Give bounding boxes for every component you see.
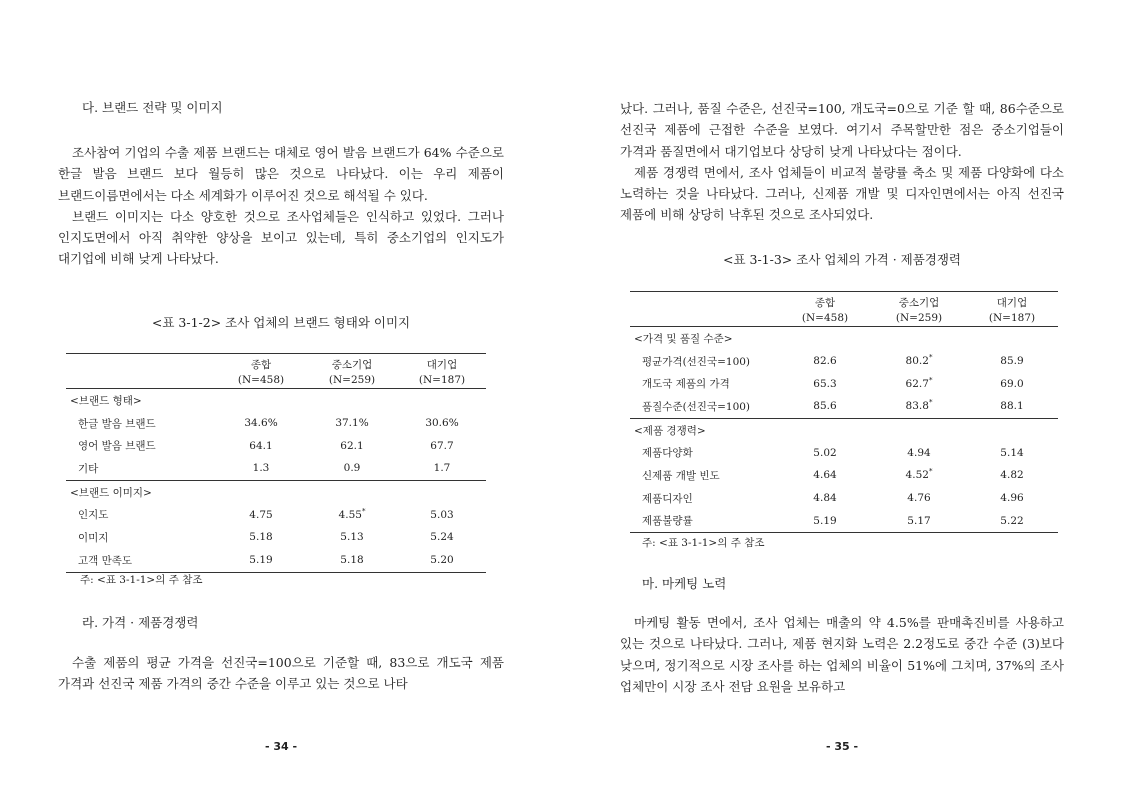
row-label: 영어 발음 브랜드 <box>78 440 156 453</box>
cell-value: 4.64 <box>813 469 837 482</box>
table-row <box>630 372 1058 395</box>
col-header-large: 대기업 <box>996 297 1028 309</box>
col-n-large: (N=187) <box>398 372 486 389</box>
cell-value: 4.96 <box>1000 492 1024 505</box>
page-number: - 34 - <box>264 740 298 753</box>
right-page <box>620 0 1064 788</box>
table-row <box>66 457 486 480</box>
cell-value: 4.75 <box>249 508 273 521</box>
section-heading-marketing: 마. 마케팅 노력 <box>642 576 727 591</box>
significance-star: * <box>928 353 933 362</box>
row-label: 평균가격(선진국=100) <box>642 355 751 368</box>
significance-star: * <box>928 398 933 407</box>
section-heading-price: 라. 가격 · 제품경쟁력 <box>82 615 199 630</box>
section-title-brand-image: <브랜드 이미지> <box>66 480 486 503</box>
cell-value: 1.7 <box>433 462 451 475</box>
col-n-sme: (N=259) <box>306 372 398 389</box>
cell-value-text: 4.52 <box>905 469 929 482</box>
paragraph-marketing <box>620 612 1064 697</box>
cell-value: 5.20 <box>398 549 486 572</box>
cell-value: 65.3 <box>813 377 837 390</box>
cell-value: 5.24 <box>430 531 454 544</box>
cell-value-text: 62.7 <box>905 377 929 390</box>
row-label: 품질수준(선진국=100) <box>642 400 751 413</box>
col-n-sme: (N=259) <box>872 310 966 327</box>
cell-value <box>872 350 966 373</box>
table-price-competitiveness <box>630 291 1058 533</box>
paragraph-price-1: 수출 제품의 평균 가격을 선진국=100으로 기준할 때, 83으로 개도국 제품 가격과 선진국 제품 가격의 중간 수준을 이루고 있는 것으로 나타 <box>58 655 504 692</box>
cell-value: 34.6% <box>244 417 278 430</box>
col-n-large: (N=187) <box>966 310 1058 327</box>
cell-value: 5.02 <box>813 446 837 459</box>
significance-star: * <box>928 376 933 385</box>
table-n-row <box>66 372 486 389</box>
row-label: 한글 발음 브랜드 <box>78 417 156 430</box>
cell-value: 5.13 <box>340 531 364 544</box>
table-n-row <box>630 310 1058 327</box>
cell-value <box>306 503 398 526</box>
table-row <box>630 487 1058 510</box>
paragraph-price <box>58 652 504 695</box>
section-title-brand-type: <브랜드 형태> <box>70 394 142 407</box>
cell-value: 30.6% <box>425 417 459 430</box>
cell-value: 82.6 <box>813 355 837 368</box>
table-row <box>630 441 1058 464</box>
table-note: 주: <표 3-1-1>의 주 참조 <box>642 537 765 549</box>
cell-value: 62.1 <box>340 439 364 452</box>
table-row <box>630 395 1058 418</box>
cell-value: 4.84 <box>813 492 837 505</box>
table-caption-3-1-3: <표 3-1-3> 조사 업체의 가격 · 제품경쟁력 <box>722 252 962 267</box>
row-label: 신제품 개발 빈도 <box>642 469 720 482</box>
row-label: 제품다양화 <box>642 447 693 460</box>
row-label: 이미지 <box>78 531 109 544</box>
cell-value: 5.19 <box>216 549 306 572</box>
col-header-total: 종합 <box>250 359 272 371</box>
table-section-row <box>630 418 1058 441</box>
cell-value-text: 4.55 <box>338 508 362 521</box>
cell-value: 1.3 <box>252 462 270 475</box>
table-section-row <box>66 480 486 503</box>
col-header-sme: 중소기업 <box>898 297 940 309</box>
table-section-row <box>66 389 486 412</box>
significance-star: * <box>361 507 366 516</box>
paragraph-brand <box>58 142 504 270</box>
page-number: - 35 - <box>825 740 859 753</box>
cell-value: 88.1 <box>1000 400 1024 413</box>
table-row <box>630 350 1058 373</box>
cell-value: 64.1 <box>249 439 273 452</box>
section-title-product-competitiveness: <제품 경쟁력> <box>630 418 1058 441</box>
table-caption-3-1-2: <표 3-1-2> 조사 업체의 브랜드 형태와 이미지 <box>151 315 411 330</box>
cell-value: 69.0 <box>1000 377 1024 390</box>
cell-value: 85.6 <box>813 400 837 413</box>
cell-value-text: 80.2 <box>905 355 929 368</box>
cell-value <box>872 395 966 418</box>
table-note: 주: <표 3-1-1>의 주 참조 <box>80 574 203 586</box>
row-label: 개도국 제품의 가격 <box>642 378 730 391</box>
cell-value-text: 83.8 <box>905 400 929 413</box>
cell-value: 67.7 <box>430 439 454 452</box>
section-title-price-quality: <가격 및 품질 수준> <box>634 332 733 345</box>
cell-value <box>872 464 966 487</box>
table-row <box>66 526 486 549</box>
cell-value: 4.94 <box>907 446 931 459</box>
cell-value: 4.82 <box>1000 469 1024 482</box>
cell-value: 85.9 <box>1000 355 1024 368</box>
left-page <box>58 0 504 788</box>
paragraph-quality <box>620 98 1064 226</box>
col-header-total: 종합 <box>814 297 836 309</box>
table-row <box>66 412 486 435</box>
paragraph-brand-1: 조사참여 기업의 수출 제품 브랜드는 대체로 영어 발음 브랜드가 64% 수준으로 한글 발음 브랜드 보다 월등히 많은 것으로 나타났다. 이는 우리 제품이 브랜드이름면에서는 다소 세계화가 이루어진 것으로 해석될 수 있다. <box>58 145 504 203</box>
cell-value <box>872 372 966 395</box>
col-header-large: 대기업 <box>426 359 458 371</box>
paragraph-quality-2: 제품 경쟁력 면에서, 조사 업체들이 비교적 불량률 축소 및 제품 다양화에 다소 노력하는 것을 나타났다. 그러나, 신제품 개발 및 디자인면에서는 아직 선진국 제품에 비해 상당히 낙후된 것으로 조사되었다. <box>620 164 1064 223</box>
row-label: 제품디자인 <box>642 492 693 505</box>
cell-value: 5.18 <box>306 549 398 572</box>
table-header-row <box>630 292 1058 311</box>
table-row <box>630 464 1058 487</box>
table-row <box>66 434 486 457</box>
cell-value: 5.14 <box>1000 446 1024 459</box>
row-label: 인지도 <box>78 509 109 522</box>
col-n-total: (N=458) <box>216 372 306 389</box>
cell-value: 5.22 <box>966 510 1058 533</box>
table-row <box>66 503 486 526</box>
table-section-row <box>630 327 1058 350</box>
paragraph-marketing-1: 마케팅 활동 면에서, 조사 업체는 매출의 약 4.5%를 판매촉진비를 사용하고 있는 것으로 나타났다. 그러나, 제품 현지화 노력은 2.2정도로 중간 수준 (3)보다 낮으며, 정기적으로 시장 조사를 하는 업체의 비율이 51%에 그치며, 37%의 조사 업체만이 시장 조사 전담 요원을 보유하고 <box>620 615 1064 694</box>
paragraph-quality-1: 났다. 그러나, 품질 수준은, 선진국=100, 개도국=0으로 기준 할 때, 86수준으로 선진국 제품에 근접한 수준을 보였다. 여기서 주목할만한 점은 중소기업들이 가격과 품질면에서 대기업보다 상당히 낮게 나타났다는 점이다. <box>620 101 1064 159</box>
table-header-row <box>66 354 486 373</box>
cell-value: 0.9 <box>343 462 361 475</box>
cell-value: 5.03 <box>430 508 454 521</box>
paragraph-brand-2: 브랜드 이미지는 다소 양호한 것으로 조사업체들은 인식하고 있었다. 그러나 인지도면에서 아직 취약한 양상을 보이고 있는데, 특히 중소기업의 인지도가 대기업에 비해 낮게 나타났다. <box>58 208 504 267</box>
col-header-sme: 중소기업 <box>331 359 373 371</box>
cell-value: 5.17 <box>872 510 966 533</box>
row-label: 고객 만족도 <box>66 549 216 572</box>
table-brand <box>66 353 486 573</box>
cell-value: 5.19 <box>778 510 872 533</box>
cell-value: 5.18 <box>249 531 273 544</box>
row-label: 기타 <box>78 462 99 475</box>
section-heading-brand: 다. 브랜드 전략 및 이미지 <box>82 100 223 115</box>
table-row <box>630 510 1058 533</box>
row-label: 제품불량률 <box>630 510 778 533</box>
significance-star: * <box>928 467 933 476</box>
cell-value: 4.76 <box>907 492 931 505</box>
col-n-total: (N=458) <box>778 310 872 327</box>
table-row <box>66 549 486 572</box>
cell-value: 37.1% <box>335 417 369 430</box>
